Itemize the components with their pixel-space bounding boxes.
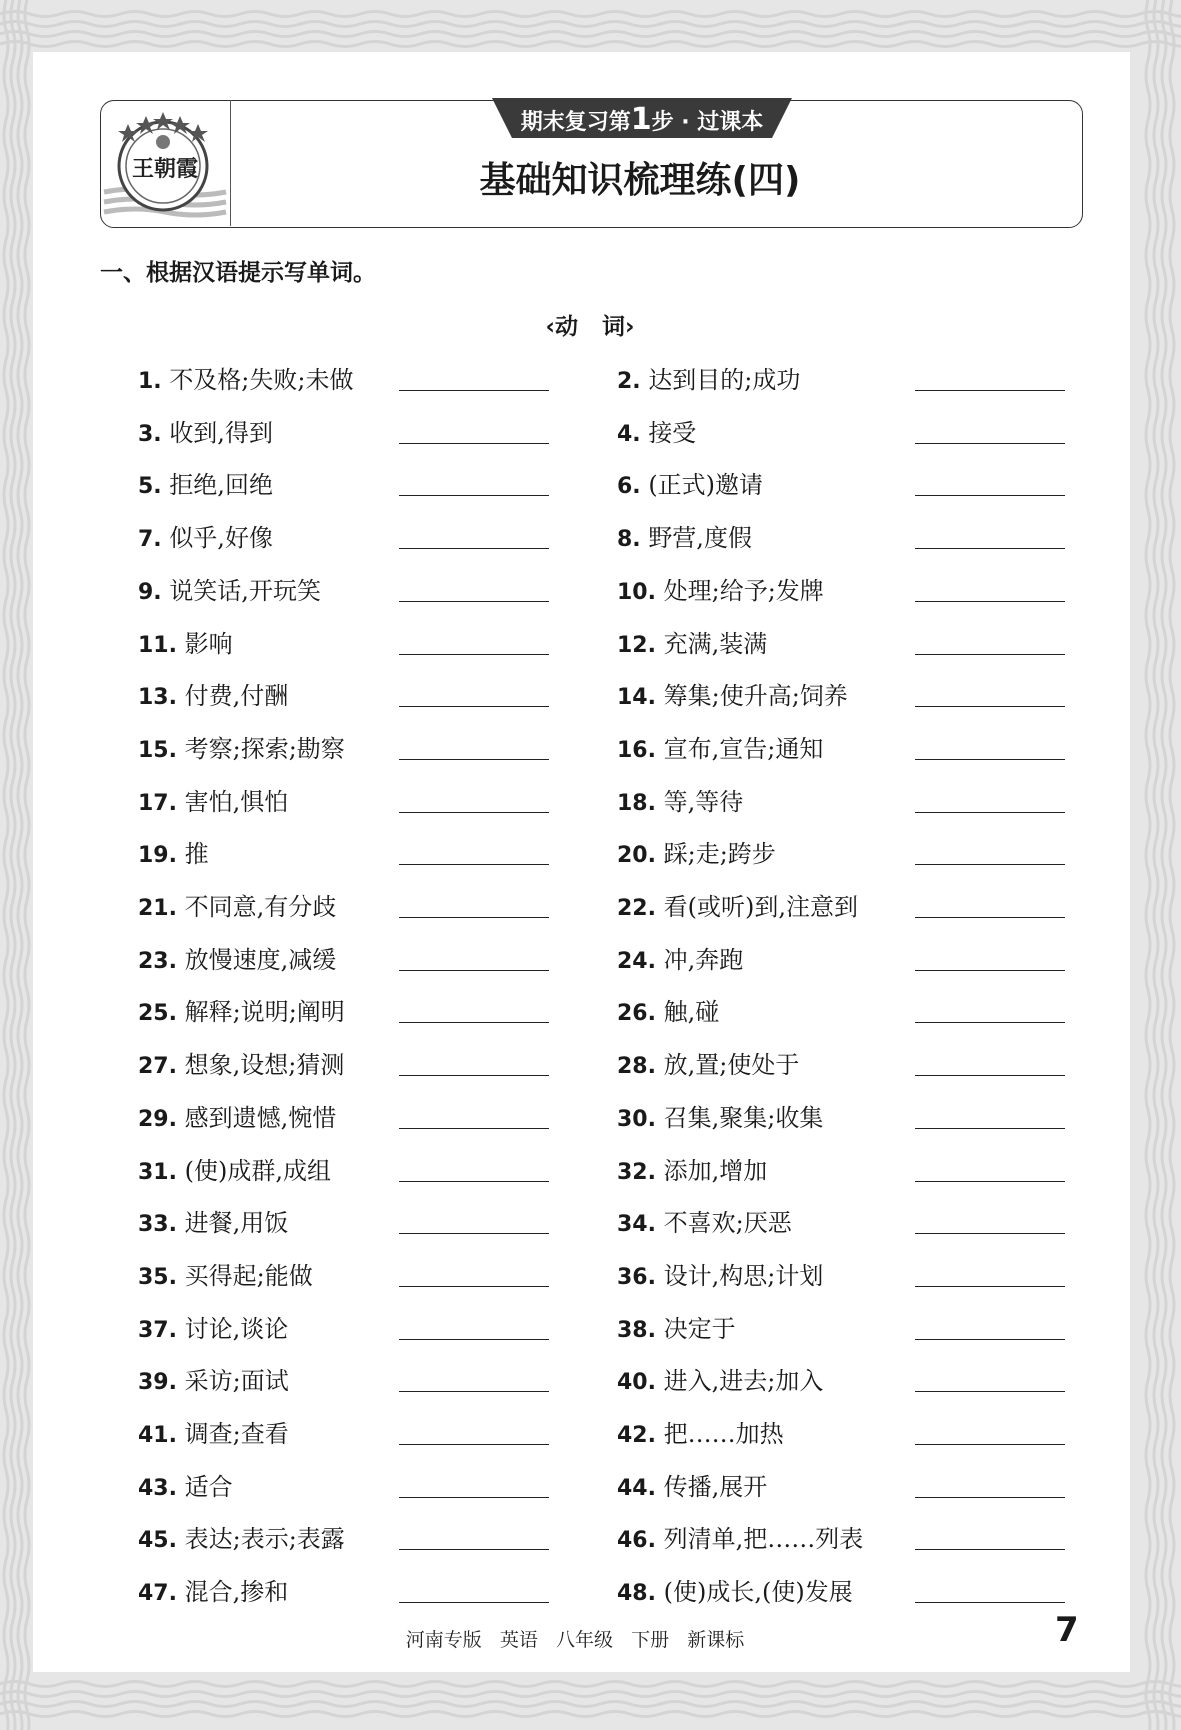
exercise-item <box>138 413 273 447</box>
answer-blank[interactable] <box>399 1391 549 1392</box>
item-prompt: 混合,掺和 <box>184 1578 289 1607</box>
answer-blank[interactable] <box>915 1286 1065 1287</box>
item-prompt: 不同意,有分歧 <box>184 893 337 921</box>
review-step-tab <box>492 98 792 138</box>
item-prompt: 把……加热 <box>663 1420 784 1448</box>
item-number: 33. <box>138 1212 177 1238</box>
answer-blank[interactable] <box>915 1075 1065 1076</box>
item-prompt: 野营,度假 <box>648 524 752 553</box>
item-number: 10. <box>617 579 656 605</box>
exercise-item <box>138 1151 331 1185</box>
answer-blank[interactable] <box>399 1075 549 1076</box>
item-prompt: 讨论,谈论 <box>184 1314 289 1343</box>
answer-blank[interactable] <box>399 706 549 707</box>
item-prompt: 推 <box>184 840 209 869</box>
exercise-item <box>138 518 273 552</box>
item-number: 19. <box>138 843 177 869</box>
exercise-item <box>617 676 848 710</box>
item-prompt: 充满,装满 <box>663 629 768 658</box>
exercise-item <box>617 360 800 394</box>
answer-blank[interactable] <box>399 1022 549 1023</box>
answer-blank[interactable] <box>399 1497 549 1498</box>
wave-line <box>18 0 22 1730</box>
answer-blank[interactable] <box>915 1181 1065 1182</box>
item-prompt: 宣布,宣告;通知 <box>663 734 824 763</box>
exercise-item <box>617 887 858 921</box>
item-prompt: 踩;走;跨步 <box>663 840 776 869</box>
exercise-item <box>138 782 288 816</box>
answer-blank[interactable] <box>915 443 1065 444</box>
item-number: 46. <box>617 1528 656 1554</box>
answer-blank[interactable] <box>915 917 1065 918</box>
item-number: 36. <box>617 1264 656 1290</box>
item-prompt: 采访;面试 <box>184 1367 289 1396</box>
item-number: 40. <box>617 1370 656 1396</box>
answer-blank[interactable] <box>915 1339 1065 1340</box>
item-prompt: 收到,得到 <box>169 418 273 447</box>
wave-line <box>25 0 29 1730</box>
item-number: 3. <box>138 421 162 447</box>
exercise-item <box>138 676 288 710</box>
answer-blank[interactable] <box>399 864 549 865</box>
wave-line <box>11 0 15 1730</box>
item-prompt: 决定于 <box>663 1314 736 1343</box>
answer-blank[interactable] <box>915 1444 1065 1445</box>
wave-line <box>0 22 1181 27</box>
answer-blank[interactable] <box>399 812 549 813</box>
exercise-item <box>617 940 743 974</box>
wave-line <box>0 1702 1181 1707</box>
exercise-item <box>138 1467 233 1501</box>
exercise-item <box>617 1045 799 1079</box>
item-prompt: 召集,聚集;收集 <box>663 1103 824 1132</box>
item-prompt: 进入,进去;加入 <box>663 1367 824 1396</box>
item-prompt: 考察;探索;勘察 <box>184 734 345 763</box>
answer-blank[interactable] <box>399 654 549 655</box>
item-number: 17. <box>138 790 177 816</box>
item-prompt: 不喜欢;厌恶 <box>663 1209 792 1238</box>
logo-text: 王朝霞 <box>131 156 198 182</box>
exercise-item <box>617 1203 792 1237</box>
item-number: 13. <box>138 685 177 711</box>
exercise-item <box>617 782 743 816</box>
item-prompt: 不及格;失败;未做 <box>169 366 354 394</box>
item-prompt: 处理;给予;发牌 <box>663 576 824 605</box>
exercise-item <box>138 1572 288 1606</box>
tab-suffix: 步 · 过课本 <box>651 110 764 135</box>
item-prompt: 想象,设想;猜测 <box>184 1051 345 1080</box>
answer-blank[interactable] <box>399 443 549 444</box>
answer-blank[interactable] <box>399 390 549 391</box>
item-number: 15. <box>138 737 177 763</box>
item-number: 20. <box>617 843 656 869</box>
item-number: 43. <box>138 1475 177 1501</box>
exercise-item <box>138 992 345 1026</box>
item-prompt: 调查;查看 <box>184 1420 289 1448</box>
item-number: 31. <box>138 1159 177 1185</box>
exercise-item <box>138 624 233 658</box>
exercise-item <box>138 1361 289 1395</box>
item-prompt: 表达;表示;表露 <box>184 1525 345 1554</box>
item-prompt: 影响 <box>184 629 233 658</box>
answer-blank[interactable] <box>915 1233 1065 1234</box>
answer-blank[interactable] <box>915 1602 1065 1603</box>
item-number: 30. <box>617 1106 656 1132</box>
item-number: 22. <box>617 896 656 921</box>
item-prompt: 感到遗憾,惋惜 <box>184 1103 337 1132</box>
answer-blank[interactable] <box>399 1549 549 1550</box>
item-number: 48. <box>617 1581 656 1607</box>
answer-blank[interactable] <box>915 706 1065 707</box>
answer-blank[interactable] <box>399 917 549 918</box>
wave-line <box>1162 0 1166 1730</box>
item-prompt: 等,等待 <box>663 787 744 816</box>
item-number: 9. <box>138 579 162 605</box>
answer-blank[interactable] <box>399 970 549 971</box>
item-number: 44. <box>617 1475 656 1501</box>
item-number: 39. <box>138 1370 177 1396</box>
item-number: 1. <box>138 369 162 394</box>
exercise-item <box>617 1256 823 1290</box>
item-prompt: 冲,奔跑 <box>663 945 744 974</box>
answer-blank[interactable] <box>399 1181 549 1182</box>
answer-blank[interactable] <box>399 759 549 760</box>
answer-blank[interactable] <box>915 1549 1065 1550</box>
item-number: 24. <box>617 948 656 974</box>
exercise-item <box>138 465 273 499</box>
item-prompt: 传播,展开 <box>663 1472 768 1501</box>
wave-line <box>1146 0 1150 1730</box>
section-heading: 一、根据汉语提示写单词。 <box>100 260 376 286</box>
footer-info: 河南专版 英语 八年级 下册 新课标 <box>405 1629 745 1651</box>
item-prompt: 添加,增加 <box>663 1156 768 1185</box>
exercise-item <box>138 940 336 974</box>
item-number: 32. <box>617 1159 656 1185</box>
wave-line <box>0 42 1181 47</box>
item-number: 41. <box>138 1423 177 1448</box>
item-prompt: 筹集;使升高;饲养 <box>663 682 848 711</box>
item-prompt: 列清单,把……列表 <box>663 1525 864 1554</box>
exercise-item <box>138 1203 288 1237</box>
item-number: 26. <box>617 1001 656 1027</box>
exercise-item <box>138 834 209 868</box>
tab-prefix: 期末复习第 <box>520 110 631 135</box>
item-number: 4. <box>617 421 641 447</box>
item-number: 23. <box>138 948 177 974</box>
item-number: 2. <box>617 369 641 394</box>
publisher-logo <box>100 100 231 226</box>
exercise-item <box>138 1309 288 1343</box>
exercise-item <box>138 1414 289 1448</box>
answer-blank[interactable] <box>399 495 549 496</box>
item-prompt: 设计,构思;计划 <box>663 1261 824 1290</box>
exercise-item <box>138 729 345 763</box>
exercise-item <box>138 571 321 605</box>
answer-blank[interactable] <box>915 654 1065 655</box>
exercise-item <box>617 571 824 605</box>
exercise-item <box>617 1414 784 1448</box>
item-number: 28. <box>617 1054 656 1080</box>
exercise-item <box>617 729 823 763</box>
answer-blank[interactable] <box>915 1497 1065 1498</box>
answer-blank[interactable] <box>915 548 1065 549</box>
item-number: 38. <box>617 1317 656 1343</box>
item-prompt: 拒绝,回绝 <box>169 471 273 500</box>
exercise-item <box>617 1361 823 1395</box>
exercise-item <box>617 1519 863 1553</box>
exercise-item <box>617 518 752 552</box>
exercise-item <box>617 1098 823 1132</box>
answer-blank[interactable] <box>399 548 549 549</box>
exercise-item <box>617 413 696 447</box>
page-number: 7 <box>1055 1610 1079 1650</box>
exercise-item <box>138 887 336 921</box>
answer-blank[interactable] <box>399 1602 549 1603</box>
answer-blank[interactable] <box>399 1339 549 1340</box>
item-prompt: 达到目的;成功 <box>648 366 801 394</box>
wave-line <box>0 1712 1181 1717</box>
page-title: 基础知识梳理练(四) <box>479 160 801 201</box>
item-number: 47. <box>138 1581 177 1607</box>
item-number: 25. <box>138 1001 177 1027</box>
item-prompt: 放慢速度,减缓 <box>184 945 337 974</box>
item-number: 42. <box>617 1423 656 1448</box>
item-prompt: 接受 <box>648 418 697 447</box>
item-number: 35. <box>138 1264 177 1290</box>
answer-blank[interactable] <box>399 601 549 602</box>
exercise-item <box>617 1467 767 1501</box>
item-number: 14. <box>617 685 656 711</box>
exercise-item <box>138 1519 345 1553</box>
exercise-item <box>617 1572 853 1606</box>
item-prompt: 似乎,好像 <box>169 524 273 553</box>
item-prompt: 解释;说明;阐明 <box>184 998 345 1027</box>
item-number: 37. <box>138 1317 177 1343</box>
answer-blank[interactable] <box>915 970 1065 971</box>
wave-line <box>4 0 8 1730</box>
exercise-item <box>617 834 776 868</box>
item-number: 6. <box>617 474 641 500</box>
answer-blank[interactable] <box>399 1444 549 1445</box>
category-heading: ‹动 词› <box>545 314 635 340</box>
item-prompt: 触,碰 <box>663 998 720 1027</box>
item-number: 12. <box>617 632 656 658</box>
exercise-item <box>138 360 353 394</box>
answer-blank[interactable] <box>915 759 1065 760</box>
exercise-item <box>138 1256 313 1290</box>
answer-blank[interactable] <box>915 601 1065 602</box>
item-number: 27. <box>138 1054 177 1080</box>
item-number: 5. <box>138 474 162 500</box>
answer-blank[interactable] <box>399 1286 549 1287</box>
item-number: 11. <box>138 632 177 658</box>
item-prompt: 买得起;能做 <box>184 1261 313 1290</box>
exercise-item <box>617 1151 767 1185</box>
item-number: 21. <box>138 896 177 921</box>
tab-step-number: 1 <box>630 102 652 137</box>
exercise-item <box>617 1309 736 1343</box>
item-prompt: 适合 <box>184 1472 233 1501</box>
answer-blank[interactable] <box>915 864 1065 865</box>
item-number: 45. <box>138 1528 177 1554</box>
item-number: 18. <box>617 790 656 816</box>
item-prompt: 付费,付酬 <box>184 682 289 711</box>
item-prompt: (正式)邀请 <box>648 471 764 500</box>
answer-blank[interactable] <box>915 390 1065 391</box>
exercise-item <box>617 465 763 499</box>
item-number: 29. <box>138 1106 177 1132</box>
item-prompt: 看(或听)到,注意到 <box>663 893 858 921</box>
exercise-item <box>138 1098 336 1132</box>
item-prompt: 说笑话,开玩笑 <box>169 576 321 605</box>
answer-blank[interactable] <box>915 1391 1065 1392</box>
answer-blank[interactable] <box>399 1233 549 1234</box>
wave-line <box>0 12 1181 17</box>
wave-line <box>1170 0 1174 1730</box>
item-prompt: (使)成长,(使)发展 <box>663 1578 853 1607</box>
item-number: 34. <box>617 1212 656 1238</box>
item-prompt: 放,置;使处于 <box>663 1051 800 1080</box>
answer-blank[interactable] <box>915 1128 1065 1129</box>
item-prompt: 害怕,惧怕 <box>184 787 289 816</box>
wave-line <box>0 32 1181 37</box>
item-prompt: 进餐,用饭 <box>184 1209 289 1238</box>
exercise-item <box>617 992 719 1026</box>
exercise-item <box>617 624 767 658</box>
item-prompt: (使)成群,成组 <box>184 1156 331 1185</box>
wave-line <box>1154 0 1158 1730</box>
wave-line <box>0 1692 1181 1697</box>
answer-blank[interactable] <box>915 1022 1065 1023</box>
wave-line <box>0 1682 1181 1687</box>
answer-blank[interactable] <box>915 812 1065 813</box>
item-number: 7. <box>138 527 162 553</box>
item-number: 8. <box>617 527 641 553</box>
answer-blank[interactable] <box>915 495 1065 496</box>
item-number: 16. <box>617 737 656 763</box>
tab-label <box>492 102 792 137</box>
exercise-item <box>138 1045 344 1079</box>
answer-blank[interactable] <box>399 1128 549 1129</box>
